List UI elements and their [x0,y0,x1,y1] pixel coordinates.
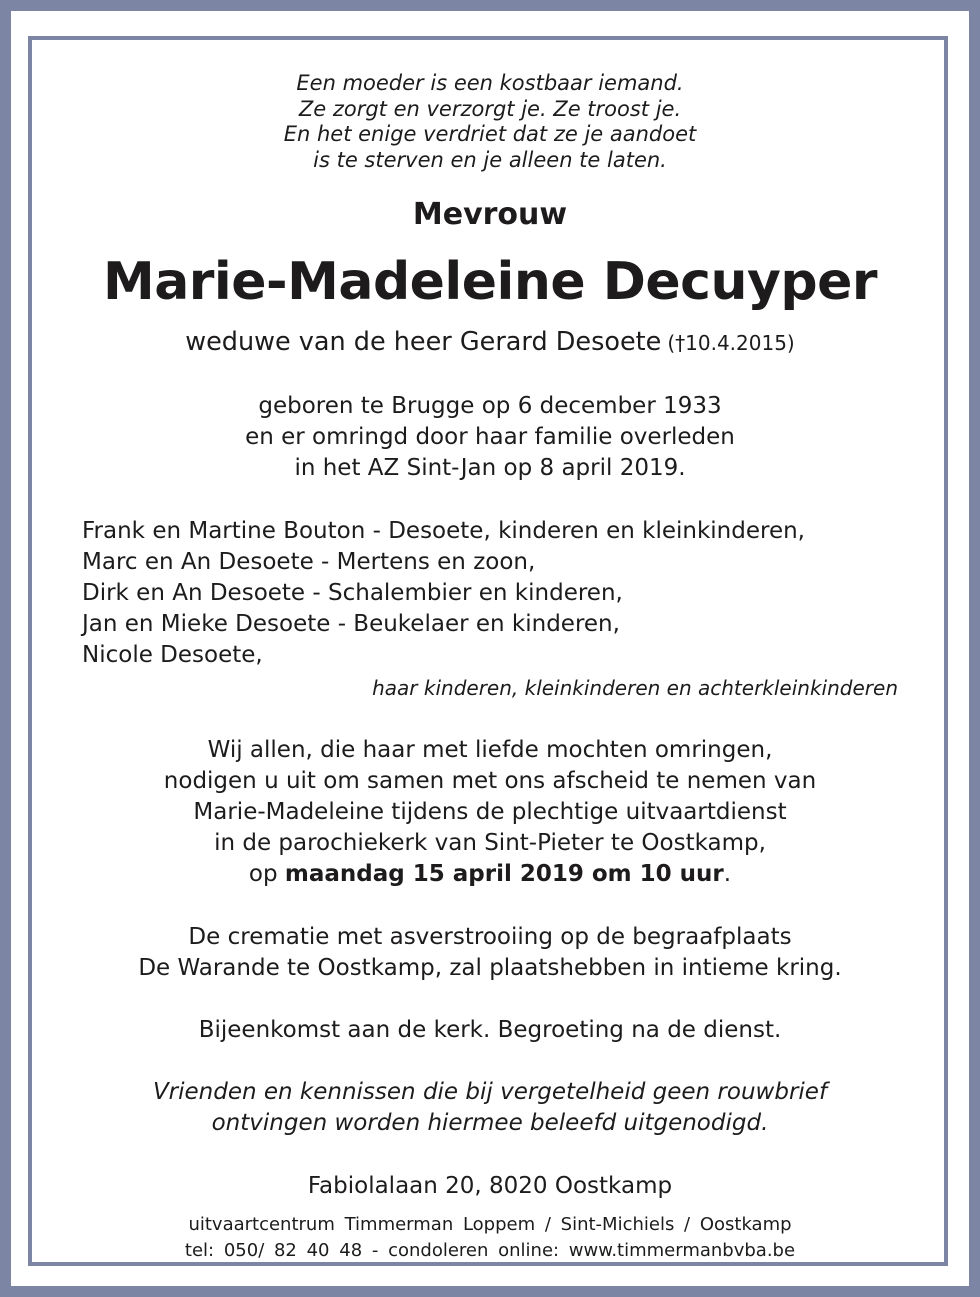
contact-info: tel: 050/ 82 40 48 - condoleren online: www.timmermanbvba.be [184,1240,796,1261]
cremation-line: De Warande te Oostkamp, zal plaatshebben in intieme kring. [138,955,842,981]
opening-poem [11,71,969,173]
widow-of-date: (†10.4.2015) [667,331,795,355]
service-line [11,859,969,890]
gathering-info: Bijeenkomst aan de kerk. Begroeting na de dienst. [198,1017,782,1043]
poem-line: En het enige verdriet dat ze je aandoet [283,122,697,146]
birth-death-line: geboren te Brugge op 6 december 1933 [258,393,722,419]
family-member: Dirk en An Desoete - Schalembier en kinderen, [82,580,623,606]
widow-line [11,325,969,360]
friends-note-line: ontvingen worden hiermee beleefd uitgenodigd. [211,1110,769,1136]
family-note: haar kinderen, kleinkinderen en achterkleinkinderen [372,676,898,700]
poem-line: is te sterven en je alleen te laten. [313,147,667,172]
invitation-line: in de parochiekerk van Sint-Pieter te Oostkamp, [214,830,766,856]
funeral-home: uitvaartcentrum Timmerman Loppem / Sint-Michiels / Oostkamp [188,1214,792,1235]
family-member: Marc en An Desoete - Mertens en zoon, [82,549,536,575]
footer [11,1212,969,1264]
cremation-line: De crematie met asverstrooiing op de begraafplaats [188,924,792,950]
invitation-line: Wij allen, die haar met liefde mochten omringen, [207,737,773,763]
birth-death-line: en er omringd door haar familie overleden [245,424,735,450]
salutation: Mevrouw [412,197,568,232]
invitation-line: nodigen u uit om samen met ons afscheid te nemen van [163,768,817,794]
family-list [82,516,932,671]
announcement-sheet [11,11,969,1286]
service-suffix: . [723,861,732,887]
service-datetime: maandag 15 april 2019 om 10 uur [284,861,724,887]
deceased-name: Marie-Madeleine Decuyper [102,252,878,312]
family-member: Frank en Martine Bouton - Desoete, kinderen en kleinkinderen, [82,518,805,544]
birth-death-info [11,391,969,484]
invitation-line: Marie-Madeleine tijdens de plechtige uitvaartdienst [193,799,787,825]
poem-line: Een moeder is een kostbaar iemand. [296,71,684,95]
family-member: Nicole Desoete, [82,642,263,668]
friends-note-line: Vrienden en kennissen die bij vergetelheid geen rouwbrief [152,1079,828,1105]
invitation [11,735,969,890]
service-prefix: op [248,861,278,887]
birth-death-line: in het AZ Sint-Jan op 8 april 2019. [294,455,686,481]
cremation-info [11,922,969,984]
poem-line: Ze zorgt en verzorgt je. Ze troost je. [298,96,682,121]
widow-of-text: weduwe van de heer Gerard Desoete [185,327,662,357]
address: Fabiolalaan 20, 8020 Oostkamp [307,1173,673,1199]
friends-note [11,1077,969,1139]
family-member: Jan en Mieke Desoete - Beukelaer en kinderen, [82,611,620,637]
